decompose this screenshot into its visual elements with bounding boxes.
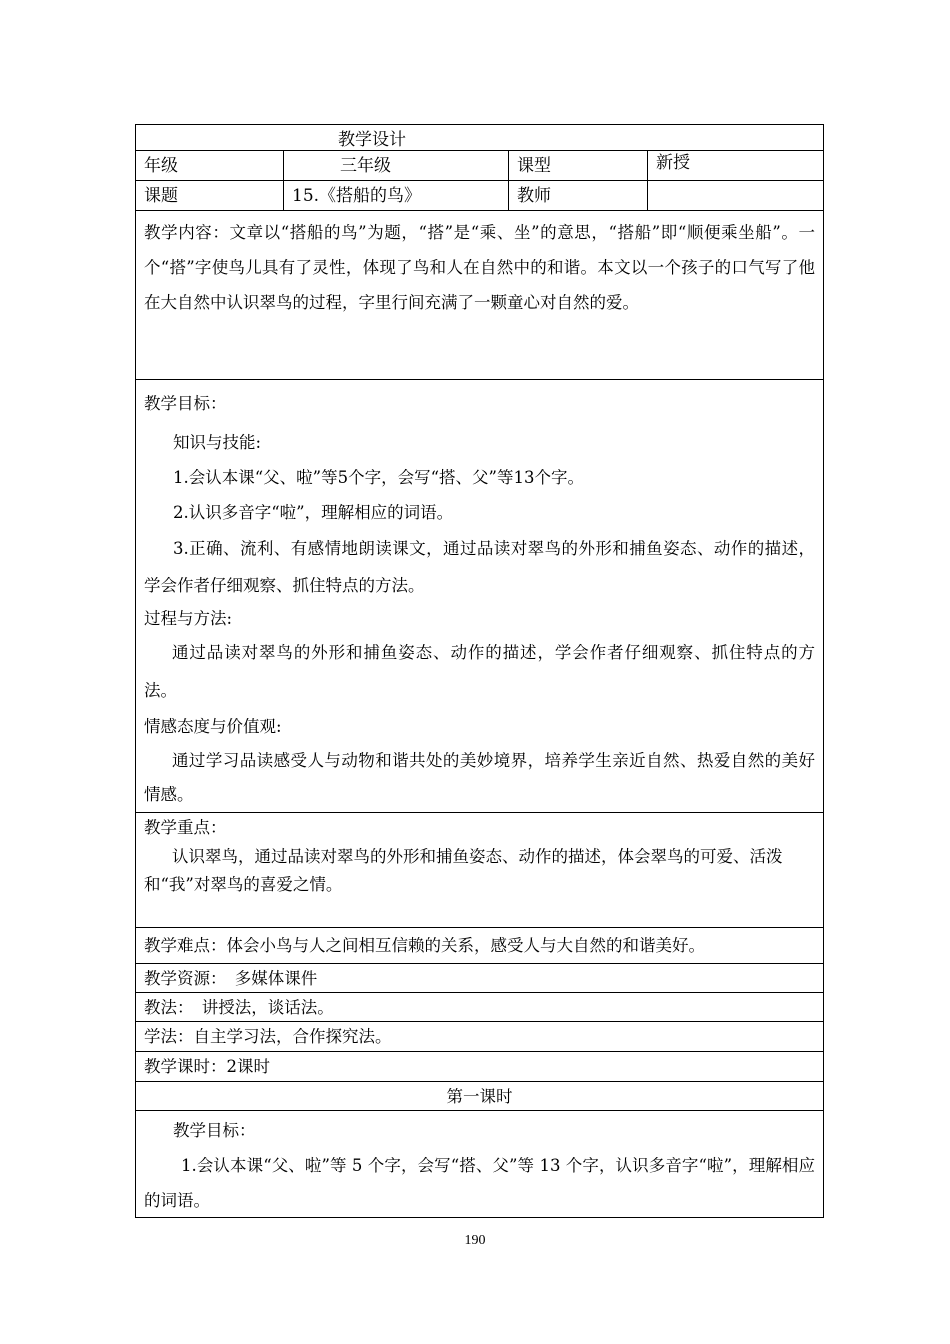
title-spacer (136, 125, 284, 150)
key-points-heading: 教学重点： (144, 818, 227, 837)
knowledge-item: 2.认识多音字“啦”，理解相应的词语。 (173, 503, 454, 522)
grade-label: 年级 (136, 151, 284, 180)
content-row (136, 211, 823, 380)
teaching-content: 教学内容：文章以“搭船的鸟”为题，“搭”是“乘、坐”的意思，“搭船”即“顺便乘坐船”。一个“搭”字使鸟儿具有了灵性，体现了鸟和人在自然中的和谐。本文以一个孩子的口气写了他在大自然中认识翠鸟的过程，字里行间充满了一颗童心对自然的爱。 (144, 223, 815, 312)
hours-text: 教学课时：2课时 (144, 1057, 270, 1076)
lesson-one-heading: 第一课时 (446, 1087, 513, 1106)
lesson-plan-table (135, 124, 824, 1218)
goals-heading: 教学目标： (144, 394, 227, 413)
emotion-text: 通过学习品读感受人与动物和谐共处的美妙境界，培养学生亲近自然、热爱自然的美好情感。 (144, 751, 815, 804)
knowledge-heading: 知识与技能: (173, 433, 262, 452)
key-points-row (136, 813, 823, 928)
learning-method-row (136, 1022, 823, 1052)
key-points-text: 认识翠鸟，通过品读对翠鸟的外形和捕鱼姿态、动作的描述，体会翠鸟的可爱、活泼和“我”对翠鸟的喜爱之情。 (144, 847, 783, 894)
lesson-one-goal-1: 1.会认本课“父、啦”等 5 个字，会写“搭、父”等 13 个字，认识多音字“啦”，理解相应的词语。 (144, 1156, 815, 1210)
topic-label: 课题 (136, 181, 284, 210)
goals-row (136, 380, 823, 813)
table-title: 教学设计 (338, 130, 406, 150)
resources-text: 教学资源： 多媒体课件 (144, 969, 318, 988)
process-text: 通过品读对翠鸟的外形和捕鱼姿态、动作的描述，学会作者仔细观察、抓住特点的方法。 (144, 643, 815, 700)
process-heading: 过程与方法: (144, 609, 233, 628)
grade-value: 三年级 (284, 151, 509, 180)
teaching-method-row (136, 993, 823, 1022)
difficulty-text: 教学难点：体会小鸟与人之间相互信赖的关系，感受人与大自然的和谐美好。 (144, 936, 705, 955)
topic-value: 15.《搭船的鸟》 (284, 181, 509, 210)
knowledge-item: 3.正确、流利、有感情地朗读课文，通过品读对翠鸟的外形和捕鱼姿态、动作的描述，学会作者仔细观察、抓住特点的方法。 (144, 539, 815, 595)
difficulty-row (136, 928, 823, 964)
teacher-value (648, 181, 823, 210)
type-value: 新授 (656, 153, 690, 173)
type-label: 课型 (509, 151, 648, 180)
hours-row (136, 1052, 823, 1082)
resources-row (136, 964, 823, 993)
topic-row (136, 181, 823, 211)
emotion-heading: 情感态度与价值观: (144, 717, 282, 736)
lesson-one-heading-row (136, 1082, 823, 1111)
teacher-label: 教师 (509, 181, 648, 210)
knowledge-item: 1.会认本课“父、啦”等5个字，会写“搭、父”等13个字。 (173, 468, 584, 487)
grade-row (136, 151, 823, 181)
page-number: 190 (464, 1233, 486, 1248)
lesson-one-goals-row (136, 1111, 823, 1217)
title-row (136, 125, 823, 151)
teaching-method-text: 教法： 讲授法，谈话法。 (144, 998, 334, 1017)
learning-method-text: 学法：自主学习法，合作探究法。 (144, 1027, 392, 1046)
lesson-one-goals-heading: 教学目标： (173, 1121, 256, 1140)
